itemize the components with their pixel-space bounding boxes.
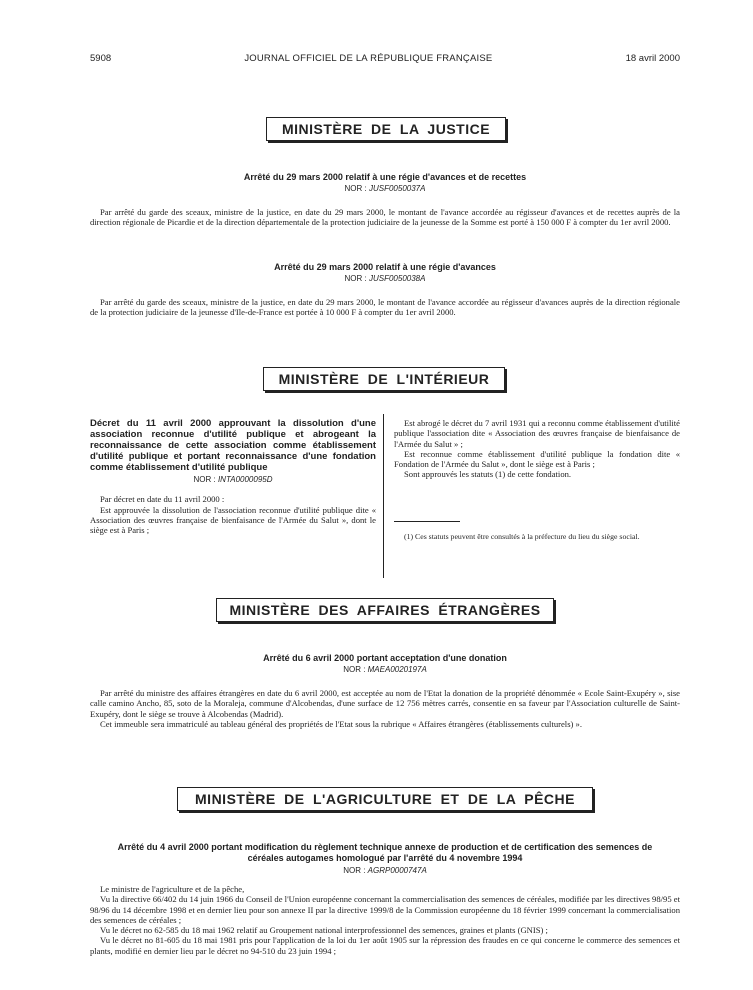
page-header [90, 53, 680, 64]
ministry-heading-etrangeres: MINISTÈRE DES AFFAIRES ÉTRANGÈRES [216, 598, 554, 622]
page-date: 18 avril 2000 [625, 53, 680, 64]
paragraph: Sont approuvés les statuts (1) de cette fondation. [404, 469, 572, 480]
ministry-heading-justice: MINISTÈRE DE LA JUSTICE [266, 117, 506, 141]
decret-left-column [90, 418, 376, 535]
arrete-title: Arrêté du 4 avril 2000 portant modification du règlement technique annexe de production et de certification des semences de céréales autogames homologué par l'arrêté du 4 novembre 1994 [117, 842, 653, 863]
page-number: 5908 [90, 53, 112, 64]
paragraph: Est approuvée la dissolution de l'association reconnue d'utilité publique dite « Association des œuvres française de bienfaisance de l'Armée du Salut », dont le siège est à Paris ; [90, 504, 376, 536]
nor-reference: NOR : AGRP0000747A [343, 866, 427, 875]
decret-right-column [394, 418, 680, 480]
arrete-title: Arrêté du 29 mars 2000 relatif à une régie d'avances [274, 262, 496, 272]
arrete-body: Par arrêté du garde des sceaux, ministre de la justice, en date du 29 mars 2000, le montant de l'avance accordée au régisseur d'avances et de recettes auprès de la direction régionale de Picardie et de la direction départementale de la protection judiciaire de la jeunesse de la Somme est porté à 150 000 F à compter du 1er avril 2000. [90, 207, 680, 228]
column-divider [383, 414, 384, 578]
nor-reference: NOR : JUSF0050038A [344, 274, 426, 283]
ministry-heading-agriculture: MINISTÈRE DE L'AGRICULTURE ET DE LA PÊCHE [177, 787, 593, 811]
ministry-heading-interieur: MINISTÈRE DE L'INTÉRIEUR [263, 367, 505, 391]
paragraph: Est reconnue comme établissement d'utilité publique la fondation dite « Fondation de l'Armée du Salut », dont le siège est à Paris ; [394, 448, 680, 470]
paragraph: Est abrogé le décret du 7 avril 1931 qui a reconnu comme établissement d'utilité publique l'association dite « Association des œuvres française de bienfaisance de l'Armée du Salut » ; [394, 418, 680, 449]
arrete-body: Par arrêté du ministre des affaires étrangères en date du 6 avril 2000, est acceptée au nom de l'Etat la donation de la propriété dénommée « Ecole Saint-Exupéry », sise calle camino Ancho, 85, soto de la Moraleja, commune d'Alcobendas, d'une surface de 12 756 mètres carrés, consentie en sa faveur par l'Association culturelle de Saint-Exupéry, dont le siège se trouve à Alcobendas (Madrid). Cet immeuble sera immatriculé au tableau général des propriétés de l'Etat sous la rubrique « Affaires étrangères (établissements culturels) ». [90, 688, 680, 729]
arrete-title: Arrêté du 6 avril 2000 portant acceptation d'une donation [263, 653, 507, 663]
nor-reference: NOR : MAEA0020197A [343, 665, 427, 674]
nor-reference: NOR : JUSF0050037A [344, 184, 426, 193]
arrete-body: Le ministre de l'agriculture et de la pêche, Vu la directive 66/402 du 14 juin 1966 du Conseil de l'Union européenne concernant la commercialisation des semences de céréales, modifiée par les directives 98/95 et 98/96 du 14 décembre 1998 et en dernier lieu pour son annexe II par la directive 1999/8 de la Commission européenne du 18 février 1999 concernant la commercialisation des semences de céréales ; Vu le décret no 62-585 du 18 mai 1962 relatif au Groupement national interprofessionnel des semences, graines et plants (GNIS) ; Vu le décret no 81-605 du 18 mai 1981 pris pour l'application de la loi du 1er août 1905 sur la répression des fraudes en ce qui concerne le commerce des semences et plants, modifié en dernier lieu par le décret no 94-510 du 23 juin 1994 ; [90, 884, 680, 956]
footnote-rule [394, 521, 460, 522]
paragraph: Par décret en date du 11 avril 2000 : [100, 494, 225, 505]
nor-reference: NOR : INTA0000095D [193, 475, 273, 484]
footnote: (1) Ces statuts peuvent être consultés à la préfecture du lieu du siège social. [404, 532, 640, 541]
arrete-title: Arrêté du 29 mars 2000 relatif à une régie d'avances et de recettes [243, 172, 527, 182]
decret-title: Décret du 11 avril 2000 approuvant la dissolution d'une association reconnue d'utilité publique et abrogeant la reconnaissance de cette association comme établissement d'utilité publique et portant reconnaissance d'une fondation comme établissement d'utilité publique [90, 418, 376, 473]
arrete-body: Par arrêté du garde des sceaux, ministre de la justice, en date du 29 mars 2000, le montant de l'avance accordée au régisseur d'avances auprès de la direction régionale de la protection judiciaire de la jeunesse d'Ile-de-France est portée à 10 000 F à compter du 1er avril 2000. [90, 297, 680, 318]
journal-title: JOURNAL OFFICIEL DE LA RÉPUBLIQUE FRANÇAISE [244, 53, 493, 64]
